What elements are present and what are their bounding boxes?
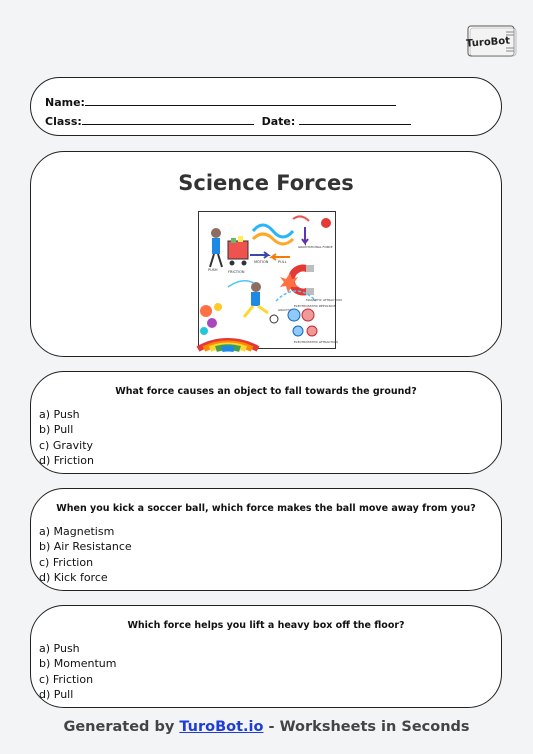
question-text: Which force helps you lift a heavy box off the floor? [127,620,405,631]
answer-options [39,524,132,585]
question-box [30,371,502,474]
class-label: Class: [45,115,82,128]
turobot-logo [462,24,518,58]
class-field[interactable] [82,113,254,125]
label-friction: FRICTION [228,270,245,274]
option-c[interactable]: c) Friction [39,672,94,686]
footer-suffix: - Worksheets in Seconds [263,719,470,735]
label-pull: PULL [278,260,287,264]
name-row [45,94,396,109]
answer-options [39,641,116,702]
student-info-box [30,77,502,136]
label-electrostatic-repulsion: ELECTROSTATIC REPULSION [294,304,336,308]
date-label: Date: [261,115,296,128]
label-push: PUSH [208,268,218,272]
label-electrostatic-attraction: ELECTROSTATIC ATTRACTION [294,340,338,344]
option-c[interactable]: c) Friction [39,555,94,569]
label-magnetic-attraction: MAGNETIC ATTRACTION [306,298,342,302]
option-b[interactable]: b) Pull [39,423,74,437]
question-text: What force causes an object to fall towards the ground? [115,386,417,397]
option-a[interactable]: a) Magnetism [39,525,115,538]
option-d[interactable]: d) Pull [39,687,74,701]
question-box [30,488,502,591]
question-text: When you kick a soccer ball, which force makes the ball move away from you? [56,503,476,514]
forces-illustration [198,211,342,349]
option-a[interactable]: a) Push [39,408,80,421]
option-b[interactable]: b) Air Resistance [39,540,132,554]
title-box [30,151,502,357]
label-gravity: GRAVITY [278,308,291,312]
label-motion: MOTION [254,260,269,264]
name-label: Name: [45,96,85,109]
footer-prefix: Generated by [63,719,180,735]
option-c[interactable]: c) Gravity [39,438,94,452]
class-date-row [45,113,411,128]
date-field[interactable] [299,113,411,125]
logo-text: TuroBot [465,35,511,50]
question-box [30,605,502,708]
answer-options [39,407,94,468]
name-field[interactable] [85,94,396,106]
option-d[interactable]: d) Friction [39,453,94,467]
footer [0,719,533,735]
option-d[interactable]: d) Kick force [39,570,108,584]
turobot-link[interactable]: TuroBot.io [179,719,264,735]
worksheet-title: Science Forces [178,171,354,195]
label-gravitational-force: GRAVITATIONAL FORCE [298,245,333,249]
option-b[interactable]: b) Momentum [39,657,117,671]
option-a[interactable]: a) Push [39,642,80,655]
